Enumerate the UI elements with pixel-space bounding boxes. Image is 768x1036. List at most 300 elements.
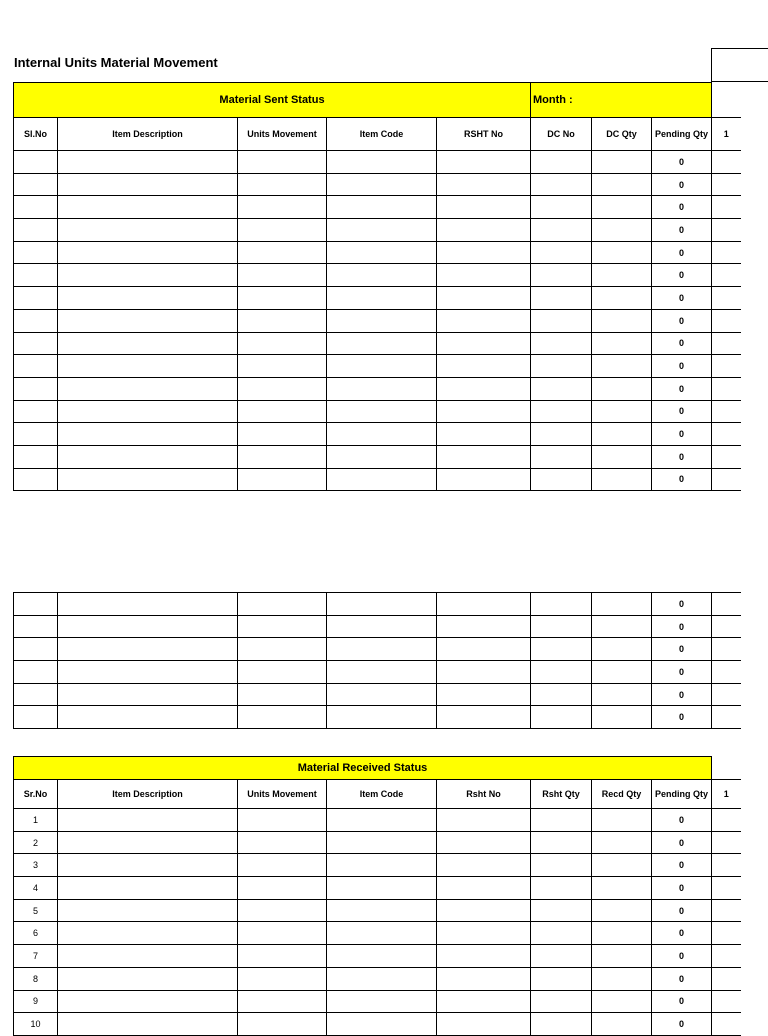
table-cell[interactable] bbox=[437, 445, 531, 468]
table-cell[interactable] bbox=[14, 706, 58, 729]
table-cell[interactable] bbox=[531, 706, 592, 729]
table-cell[interactable] bbox=[437, 683, 531, 706]
table-cell[interactable] bbox=[238, 809, 327, 832]
table-cell[interactable] bbox=[712, 831, 741, 854]
table-cell[interactable] bbox=[712, 877, 741, 900]
material-sent-continued-table bbox=[13, 592, 741, 729]
table-cell[interactable] bbox=[712, 264, 741, 287]
table-cell[interactable] bbox=[712, 899, 741, 922]
table-cell[interactable] bbox=[531, 899, 592, 922]
table-cell[interactable] bbox=[238, 638, 327, 661]
table-row bbox=[14, 683, 741, 706]
table-cell[interactable] bbox=[14, 241, 58, 264]
pending-qty-cell[interactable]: 0 bbox=[652, 990, 712, 1013]
table-cell[interactable] bbox=[712, 854, 741, 877]
table-cell[interactable] bbox=[712, 638, 741, 661]
table-cell[interactable] bbox=[238, 706, 327, 729]
table-cell[interactable] bbox=[238, 899, 327, 922]
table-cell[interactable] bbox=[58, 683, 238, 706]
table-cell[interactable] bbox=[58, 922, 238, 945]
pending-qty-cell[interactable]: 0 bbox=[652, 638, 712, 661]
table-cell[interactable] bbox=[437, 1013, 531, 1036]
material-sent-banner: Material Sent Status bbox=[14, 83, 531, 118]
table-cell[interactable] bbox=[238, 377, 327, 400]
table-cell[interactable] bbox=[238, 400, 327, 423]
table-cell[interactable] bbox=[712, 151, 741, 174]
table-cell[interactable] bbox=[437, 241, 531, 264]
table-cell[interactable] bbox=[437, 287, 531, 310]
table-cell[interactable] bbox=[592, 287, 652, 310]
table-cell[interactable] bbox=[531, 332, 592, 355]
table-cell[interactable] bbox=[238, 1013, 327, 1036]
table-cell[interactable] bbox=[58, 638, 238, 661]
pending-qty-cell[interactable]: 0 bbox=[652, 241, 712, 264]
table-cell[interactable] bbox=[592, 945, 652, 968]
pending-qty-cell[interactable]: 0 bbox=[652, 661, 712, 684]
material-sent-table bbox=[13, 82, 741, 491]
pending-qty-cell[interactable]: 0 bbox=[652, 468, 712, 491]
serial-number-cell[interactable]: 8 bbox=[14, 967, 58, 990]
table-cell[interactable] bbox=[531, 264, 592, 287]
pending-qty-cell[interactable]: 0 bbox=[652, 355, 712, 378]
table-cell[interactable] bbox=[531, 287, 592, 310]
serial-number-cell[interactable]: 3 bbox=[14, 854, 58, 877]
pending-qty-cell[interactable]: 0 bbox=[652, 423, 712, 446]
table-cell[interactable] bbox=[238, 661, 327, 684]
pending-qty-cell[interactable]: 0 bbox=[652, 922, 712, 945]
table-cell[interactable] bbox=[327, 899, 437, 922]
table-cell[interactable] bbox=[58, 151, 238, 174]
table-cell[interactable] bbox=[327, 400, 437, 423]
table-cell[interactable] bbox=[14, 264, 58, 287]
table-cell[interactable] bbox=[58, 593, 238, 616]
table-cell[interactable] bbox=[592, 990, 652, 1013]
table-cell[interactable] bbox=[712, 661, 741, 684]
table-cell[interactable] bbox=[238, 922, 327, 945]
table-cell[interactable] bbox=[58, 241, 238, 264]
table-cell[interactable] bbox=[437, 854, 531, 877]
table-cell[interactable] bbox=[14, 309, 58, 332]
table-cell[interactable] bbox=[238, 151, 327, 174]
table-row bbox=[14, 661, 741, 684]
table-cell[interactable] bbox=[238, 831, 327, 854]
table-cell[interactable] bbox=[327, 831, 437, 854]
table-cell[interactable] bbox=[712, 706, 741, 729]
table-cell[interactable] bbox=[14, 173, 58, 196]
pending-qty-cell[interactable]: 0 bbox=[652, 945, 712, 968]
table-row bbox=[14, 332, 741, 355]
table-cell[interactable] bbox=[238, 309, 327, 332]
pending-qty-cell[interactable]: 0 bbox=[652, 899, 712, 922]
table-cell[interactable] bbox=[327, 241, 437, 264]
table-cell[interactable] bbox=[238, 990, 327, 1013]
table-cell[interactable] bbox=[437, 332, 531, 355]
table-cell[interactable] bbox=[58, 706, 238, 729]
table-cell[interactable] bbox=[592, 593, 652, 616]
table-cell[interactable] bbox=[238, 332, 327, 355]
table-cell[interactable] bbox=[14, 196, 58, 219]
table-row bbox=[14, 355, 741, 378]
table-cell[interactable] bbox=[437, 196, 531, 219]
table-cell[interactable] bbox=[592, 1013, 652, 1036]
table-row bbox=[14, 706, 741, 729]
column-header: Rsht No bbox=[437, 780, 531, 809]
table-cell[interactable] bbox=[531, 241, 592, 264]
serial-number-cell[interactable]: 10 bbox=[14, 1013, 58, 1036]
table-cell[interactable] bbox=[712, 196, 741, 219]
table-cell[interactable] bbox=[14, 661, 58, 684]
table-cell[interactable] bbox=[437, 615, 531, 638]
table-cell[interactable] bbox=[58, 355, 238, 378]
table-cell[interactable] bbox=[58, 332, 238, 355]
table-cell[interactable] bbox=[437, 400, 531, 423]
table-cell[interactable] bbox=[531, 355, 592, 378]
table-cell[interactable] bbox=[14, 593, 58, 616]
table-cell[interactable] bbox=[14, 423, 58, 446]
table-cell[interactable] bbox=[58, 445, 238, 468]
pending-qty-cell[interactable]: 0 bbox=[652, 877, 712, 900]
table-cell[interactable] bbox=[531, 945, 592, 968]
table-cell[interactable] bbox=[327, 264, 437, 287]
table-cell[interactable] bbox=[327, 683, 437, 706]
table-cell[interactable] bbox=[531, 151, 592, 174]
table-cell[interactable] bbox=[712, 593, 741, 616]
table-cell[interactable] bbox=[14, 683, 58, 706]
table-cell[interactable] bbox=[327, 854, 437, 877]
table-row bbox=[14, 990, 741, 1013]
table-cell[interactable] bbox=[592, 683, 652, 706]
table-cell[interactable] bbox=[58, 468, 238, 491]
table-cell[interactable] bbox=[238, 593, 327, 616]
table-cell[interactable] bbox=[238, 287, 327, 310]
table-cell[interactable] bbox=[14, 468, 58, 491]
table-cell[interactable] bbox=[58, 287, 238, 310]
table-cell[interactable] bbox=[531, 922, 592, 945]
table-cell[interactable] bbox=[712, 241, 741, 264]
table-cell[interactable] bbox=[592, 638, 652, 661]
table-row bbox=[14, 241, 741, 264]
table-cell[interactable] bbox=[58, 423, 238, 446]
table-cell[interactable] bbox=[58, 615, 238, 638]
table-cell[interactable] bbox=[712, 445, 741, 468]
table-cell[interactable] bbox=[327, 1013, 437, 1036]
table-cell[interactable] bbox=[712, 355, 741, 378]
table-cell[interactable] bbox=[327, 423, 437, 446]
table-cell[interactable] bbox=[14, 332, 58, 355]
table-cell[interactable] bbox=[327, 468, 437, 491]
table-cell[interactable] bbox=[712, 287, 741, 310]
table-cell[interactable] bbox=[327, 706, 437, 729]
table-cell[interactable] bbox=[592, 219, 652, 242]
table-cell[interactable] bbox=[238, 219, 327, 242]
table-cell[interactable] bbox=[238, 877, 327, 900]
table-cell[interactable] bbox=[437, 219, 531, 242]
table-cell[interactable] bbox=[437, 661, 531, 684]
table-cell[interactable] bbox=[14, 400, 58, 423]
table-cell[interactable] bbox=[592, 809, 652, 832]
table-cell[interactable] bbox=[712, 309, 741, 332]
table-cell[interactable] bbox=[58, 264, 238, 287]
serial-number-cell[interactable]: 6 bbox=[14, 922, 58, 945]
table-cell[interactable] bbox=[327, 638, 437, 661]
table-cell[interactable] bbox=[437, 377, 531, 400]
table-cell[interactable] bbox=[437, 468, 531, 491]
serial-number-cell[interactable]: 9 bbox=[14, 990, 58, 1013]
table-cell[interactable] bbox=[238, 355, 327, 378]
pending-qty-cell[interactable]: 0 bbox=[652, 967, 712, 990]
table-cell[interactable] bbox=[712, 967, 741, 990]
table-cell[interactable] bbox=[58, 831, 238, 854]
table-cell[interactable] bbox=[238, 445, 327, 468]
table-cell[interactable] bbox=[531, 173, 592, 196]
table-cell[interactable] bbox=[437, 831, 531, 854]
table-cell[interactable] bbox=[592, 877, 652, 900]
pending-qty-cell[interactable]: 0 bbox=[652, 196, 712, 219]
table-cell[interactable] bbox=[592, 151, 652, 174]
table-cell[interactable] bbox=[58, 309, 238, 332]
table-cell[interactable] bbox=[58, 377, 238, 400]
table-cell[interactable] bbox=[712, 945, 741, 968]
table-cell[interactable] bbox=[327, 877, 437, 900]
table-cell[interactable] bbox=[437, 945, 531, 968]
table-cell[interactable] bbox=[437, 593, 531, 616]
table-cell[interactable] bbox=[58, 899, 238, 922]
table-cell[interactable] bbox=[531, 196, 592, 219]
table-cell[interactable] bbox=[14, 615, 58, 638]
table-cell[interactable] bbox=[592, 854, 652, 877]
table-cell[interactable] bbox=[327, 332, 437, 355]
table-cell[interactable] bbox=[712, 219, 741, 242]
received-header-row bbox=[14, 780, 741, 809]
table-cell[interactable] bbox=[712, 423, 741, 446]
table-cell[interactable] bbox=[58, 173, 238, 196]
table-cell[interactable] bbox=[592, 332, 652, 355]
table-cell[interactable] bbox=[327, 173, 437, 196]
pending-qty-cell[interactable]: 0 bbox=[652, 400, 712, 423]
table-cell[interactable] bbox=[327, 615, 437, 638]
table-cell[interactable] bbox=[437, 877, 531, 900]
table-cell[interactable] bbox=[14, 355, 58, 378]
table-cell[interactable] bbox=[531, 615, 592, 638]
table-cell[interactable] bbox=[592, 831, 652, 854]
table-row bbox=[14, 173, 741, 196]
table-cell[interactable] bbox=[14, 151, 58, 174]
pending-qty-cell[interactable]: 0 bbox=[652, 706, 712, 729]
pending-qty-cell[interactable]: 0 bbox=[652, 615, 712, 638]
table-cell[interactable] bbox=[327, 196, 437, 219]
table-cell[interactable] bbox=[712, 990, 741, 1013]
table-cell[interactable] bbox=[238, 196, 327, 219]
table-cell[interactable] bbox=[437, 706, 531, 729]
table-cell[interactable] bbox=[712, 809, 741, 832]
serial-number-cell[interactable]: 5 bbox=[14, 899, 58, 922]
table-cell[interactable] bbox=[437, 922, 531, 945]
table-cell[interactable] bbox=[437, 309, 531, 332]
table-cell[interactable] bbox=[238, 423, 327, 446]
table-cell[interactable] bbox=[238, 945, 327, 968]
table-cell[interactable] bbox=[327, 151, 437, 174]
serial-number-cell[interactable]: 7 bbox=[14, 945, 58, 968]
table-cell[interactable] bbox=[437, 967, 531, 990]
table-cell[interactable] bbox=[58, 196, 238, 219]
table-cell[interactable] bbox=[14, 377, 58, 400]
column-header: DC Qty bbox=[592, 118, 652, 151]
table-cell[interactable] bbox=[531, 377, 592, 400]
pending-qty-cell[interactable]: 0 bbox=[652, 219, 712, 242]
pending-qty-cell[interactable]: 0 bbox=[652, 445, 712, 468]
table-cell[interactable] bbox=[327, 661, 437, 684]
table-cell[interactable] bbox=[592, 377, 652, 400]
pending-qty-cell[interactable]: 0 bbox=[652, 809, 712, 832]
table-cell[interactable] bbox=[327, 445, 437, 468]
table-cell[interactable] bbox=[327, 922, 437, 945]
column-header: Pending Qty bbox=[652, 780, 712, 809]
table-cell[interactable] bbox=[592, 899, 652, 922]
table-cell[interactable] bbox=[14, 219, 58, 242]
serial-number-cell[interactable]: 2 bbox=[14, 831, 58, 854]
table-cell[interactable] bbox=[238, 241, 327, 264]
table-cell[interactable] bbox=[531, 1013, 592, 1036]
table-cell[interactable] bbox=[437, 264, 531, 287]
table-cell[interactable] bbox=[531, 877, 592, 900]
table-cell[interactable] bbox=[238, 264, 327, 287]
table-cell[interactable] bbox=[592, 468, 652, 491]
pending-qty-cell[interactable]: 0 bbox=[652, 377, 712, 400]
table-cell[interactable] bbox=[238, 468, 327, 491]
table-cell[interactable] bbox=[327, 809, 437, 832]
table-cell[interactable] bbox=[712, 615, 741, 638]
table-cell[interactable] bbox=[58, 990, 238, 1013]
table-cell[interactable] bbox=[327, 593, 437, 616]
table-cell[interactable] bbox=[58, 854, 238, 877]
table-cell[interactable] bbox=[14, 287, 58, 310]
table-cell[interactable] bbox=[531, 831, 592, 854]
table-cell[interactable] bbox=[592, 196, 652, 219]
table-cell[interactable] bbox=[58, 877, 238, 900]
table-cell[interactable] bbox=[58, 661, 238, 684]
table-cell[interactable] bbox=[238, 683, 327, 706]
table-cell[interactable] bbox=[58, 1013, 238, 1036]
pending-qty-cell[interactable]: 0 bbox=[652, 593, 712, 616]
pending-qty-cell[interactable]: 0 bbox=[652, 831, 712, 854]
table-row bbox=[14, 196, 741, 219]
table-cell[interactable] bbox=[592, 355, 652, 378]
table-cell[interactable] bbox=[531, 400, 592, 423]
pending-qty-cell[interactable]: 0 bbox=[652, 264, 712, 287]
table-cell[interactable] bbox=[238, 615, 327, 638]
table-cell[interactable] bbox=[327, 945, 437, 968]
table-cell[interactable] bbox=[531, 423, 592, 446]
table-cell[interactable] bbox=[531, 638, 592, 661]
table-cell[interactable] bbox=[712, 1013, 741, 1036]
table-cell[interactable] bbox=[437, 809, 531, 832]
table-cell[interactable] bbox=[531, 593, 592, 616]
table-cell[interactable] bbox=[437, 990, 531, 1013]
table-cell[interactable] bbox=[592, 241, 652, 264]
pending-qty-cell[interactable]: 0 bbox=[652, 1013, 712, 1036]
column-header: Item Code bbox=[327, 118, 437, 151]
table-cell[interactable] bbox=[592, 615, 652, 638]
table-cell[interactable] bbox=[437, 355, 531, 378]
table-cell[interactable] bbox=[531, 445, 592, 468]
table-cell[interactable] bbox=[14, 638, 58, 661]
table-cell[interactable] bbox=[531, 967, 592, 990]
table-cell[interactable] bbox=[238, 967, 327, 990]
table-row bbox=[14, 854, 741, 877]
pending-qty-cell[interactable]: 0 bbox=[652, 854, 712, 877]
table-cell[interactable] bbox=[531, 468, 592, 491]
table-cell[interactable] bbox=[58, 809, 238, 832]
table-cell[interactable] bbox=[437, 899, 531, 922]
table-cell[interactable] bbox=[58, 400, 238, 423]
table-cell[interactable] bbox=[531, 309, 592, 332]
table-cell[interactable] bbox=[327, 377, 437, 400]
table-cell[interactable] bbox=[531, 854, 592, 877]
table-cell[interactable] bbox=[712, 332, 741, 355]
pending-qty-cell[interactable]: 0 bbox=[652, 287, 712, 310]
table-cell[interactable] bbox=[592, 309, 652, 332]
table-row bbox=[14, 445, 741, 468]
table-cell[interactable] bbox=[531, 219, 592, 242]
table-cell[interactable] bbox=[592, 661, 652, 684]
table-cell[interactable] bbox=[712, 400, 741, 423]
table-cell[interactable] bbox=[58, 967, 238, 990]
table-cell[interactable] bbox=[437, 151, 531, 174]
table-cell[interactable] bbox=[238, 854, 327, 877]
table-cell[interactable] bbox=[592, 400, 652, 423]
table-cell[interactable] bbox=[592, 967, 652, 990]
table-cell[interactable] bbox=[437, 638, 531, 661]
table-cell[interactable] bbox=[58, 219, 238, 242]
table-cell[interactable] bbox=[531, 990, 592, 1013]
table-cell[interactable] bbox=[531, 661, 592, 684]
pending-qty-cell[interactable]: 0 bbox=[652, 683, 712, 706]
table-cell[interactable] bbox=[327, 355, 437, 378]
column-header: Rsht Qty bbox=[531, 780, 592, 809]
table-cell[interactable] bbox=[58, 945, 238, 968]
table-cell[interactable] bbox=[592, 423, 652, 446]
table-cell[interactable] bbox=[327, 967, 437, 990]
table-cell[interactable] bbox=[14, 445, 58, 468]
table-cell[interactable] bbox=[531, 809, 592, 832]
table-cell[interactable] bbox=[712, 377, 741, 400]
pending-qty-cell[interactable]: 0 bbox=[652, 332, 712, 355]
table-row bbox=[14, 899, 741, 922]
table-cell[interactable] bbox=[327, 219, 437, 242]
table-cell[interactable] bbox=[327, 309, 437, 332]
table-cell[interactable] bbox=[238, 173, 327, 196]
table-cell[interactable] bbox=[592, 445, 652, 468]
table-cell[interactable] bbox=[712, 922, 741, 945]
table-cell[interactable] bbox=[437, 173, 531, 196]
table-cell[interactable] bbox=[712, 173, 741, 196]
table-cell[interactable] bbox=[712, 683, 741, 706]
serial-number-cell[interactable]: 4 bbox=[14, 877, 58, 900]
table-cell[interactable] bbox=[592, 706, 652, 729]
table-cell[interactable] bbox=[712, 468, 741, 491]
table-cell[interactable] bbox=[592, 173, 652, 196]
pending-qty-cell[interactable]: 0 bbox=[652, 151, 712, 174]
pending-qty-cell[interactable]: 0 bbox=[652, 173, 712, 196]
pending-qty-cell[interactable]: 0 bbox=[652, 309, 712, 332]
table-cell[interactable] bbox=[592, 264, 652, 287]
table-cell[interactable] bbox=[327, 990, 437, 1013]
serial-number-cell[interactable]: 1 bbox=[14, 809, 58, 832]
table-cell[interactable] bbox=[592, 922, 652, 945]
table-cell[interactable] bbox=[531, 683, 592, 706]
table-cell[interactable] bbox=[437, 423, 531, 446]
table-cell[interactable] bbox=[327, 287, 437, 310]
